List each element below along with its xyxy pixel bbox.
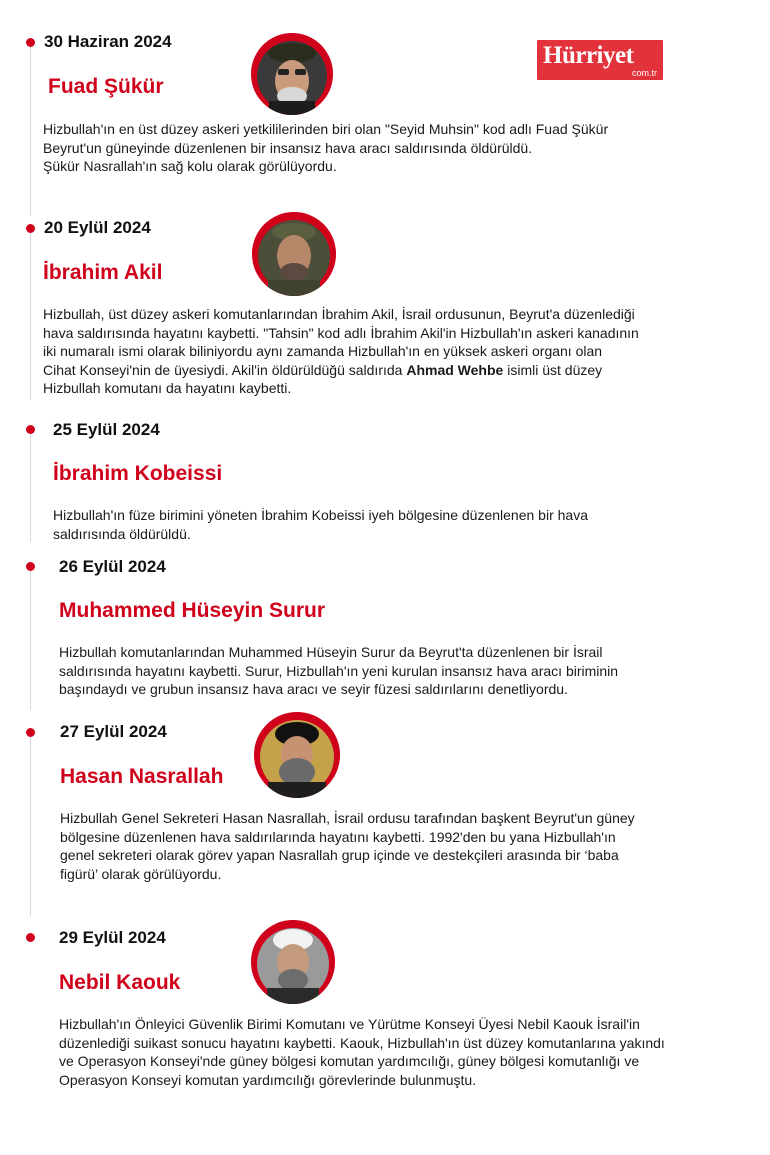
entry-name: Hasan Nasrallah — [60, 765, 224, 788]
logo-domain: com.tr — [631, 68, 657, 78]
portrait-hasan-nasrallah — [254, 712, 340, 798]
description-line: Hizbullah, üst düzey askeri komutanlarından İbrahim Akil, İsrail ordusunun, Beyrut'a düzenlediği — [43, 306, 635, 322]
entry-name: Fuad Şükür — [48, 75, 164, 98]
hurriyet-logo[interactable] — [537, 40, 663, 80]
description-line: Beyrut'un güneyinde düzenlenen bir insansız hava aracı saldırısında öldürüldü. — [43, 139, 533, 156]
entry-name: İbrahim Akil — [43, 261, 163, 284]
description-line: Şükür Nasrallah'ın sağ kolu olarak görülüyordu. — [43, 158, 337, 174]
entry-description — [53, 506, 743, 543]
entry-description — [59, 643, 749, 699]
portrait-ibrahim-akil — [252, 212, 336, 296]
description-line: figürü’ olarak görülüyordu. — [60, 865, 222, 882]
timeline-dot — [26, 728, 35, 737]
entry-date: 25 Eylül 2024 — [53, 420, 160, 439]
entry-date: 27 Eylül 2024 — [60, 722, 167, 741]
entry-description — [43, 305, 733, 398]
description-line: düzenlediği suikast sonucu hayatını kaybetti. Kaouk, Hizbullah'ın üst düzey komutanlarına yakındı — [59, 1034, 665, 1051]
entry-name: İbrahim Kobeissi — [53, 462, 223, 485]
timeline-line — [30, 570, 31, 710]
portrait-fuad-sukur — [251, 33, 333, 115]
description-line: ve Operasyon Konseyi'nde güney bölgesi komutan yardımcılığı, güney bölgesi komutanlığı ve — [59, 1053, 640, 1069]
description-line: Hizbullah Genel Sekreteri Hasan Nasrallah, İsrail ordusu tarafından başkent Beyrut'un güney — [60, 810, 635, 826]
timeline-dot — [26, 933, 35, 942]
timeline-dot — [26, 38, 35, 47]
entry-description — [43, 120, 733, 176]
timeline-dot — [26, 562, 35, 571]
bold-name: Ahmad Wehbe — [406, 361, 504, 378]
description-line: Hizbullah komutanı da hayatını kaybetti. — [43, 380, 292, 396]
description-line: hava saldırısında hayatını kaybetti. "Tahsin" kod adlı İbrahim Akil'in Hizbullah'ın askeri kanadının — [43, 324, 639, 341]
description-line: Hizbullah'ın Önleyici Güvenlik Birimi Komutanı ve Yürütme Konseyi Üyesi Nebil Kaouk İsrail'in — [59, 1016, 640, 1032]
timeline-line — [30, 232, 31, 400]
description-line: bölgesine düzenlenen hava saldırılarında hayatını kaybetti. 1992'den bu yana Hizbullah'ın — [60, 828, 616, 845]
entry-date: 29 Eylül 2024 — [59, 928, 166, 947]
entry-name: Muhammed Hüseyin Surur — [59, 599, 326, 622]
description-line: saldırısında hayatını kaybetti. Surur, Hizbullah'ın yeni kurulan insansız hava aracı biriminin — [59, 662, 619, 679]
timeline-dot — [26, 425, 35, 434]
entry-description — [59, 1015, 739, 1089]
description-line: Operasyon Konseyi komutan yardımcılığı görevlerinde bulunmuştu. — [59, 1071, 477, 1088]
entry-date: 20 Eylül 2024 — [44, 218, 151, 237]
description-line: Hizbullah komutanlarından Muhammed Hüseyin Surur da Beyrut'ta düzenlenen bir İsrail — [59, 644, 603, 660]
entry-name: Nebil Kaouk — [59, 971, 181, 994]
timeline-line — [30, 46, 31, 216]
entry-date: 26 Eylül 2024 — [59, 557, 166, 576]
timeline-line — [30, 432, 31, 542]
description-line: Hizbullah'ın en üst düzey askeri yetkililerinden biri olan "Seyid Muhsin" kod adlı Fuad Şükür — [43, 121, 609, 137]
timeline-line — [30, 736, 31, 916]
logo-text: Hürriyet — [543, 42, 634, 69]
description-line: Hizbullah'ın füze birimini yöneten İbrahim Kobeissi iyeh bölgesine düzenlenen bir hava — [53, 507, 588, 523]
entry-description — [60, 809, 750, 883]
description-line: başındaydı ve grubun insansız hava aracı ve seyir füzesi saldırılarını denetliyordu. — [59, 681, 568, 697]
timeline-dot — [26, 224, 35, 233]
description-line: genel sekreteri olarak görev yapan Nasrallah grup içinde ve destekçileri arasında bir ‘baba — [60, 847, 619, 863]
portrait-nebil-kaouk — [251, 920, 335, 1004]
description-line: saldırısında öldürüldü. — [53, 525, 191, 542]
description-line: Cihat Konseyi'nin de üyesiydi. Akil'in öldürüldüğü saldırıda Ahmad Wehbe isimli üst düzey — [43, 361, 603, 378]
description-line: iki numaralı ismi olarak biliniyordu aynı zamanda Hizbullah'ın en yüksek askeri organı olan — [43, 343, 603, 359]
entry-date: 30 Haziran 2024 — [44, 32, 172, 51]
